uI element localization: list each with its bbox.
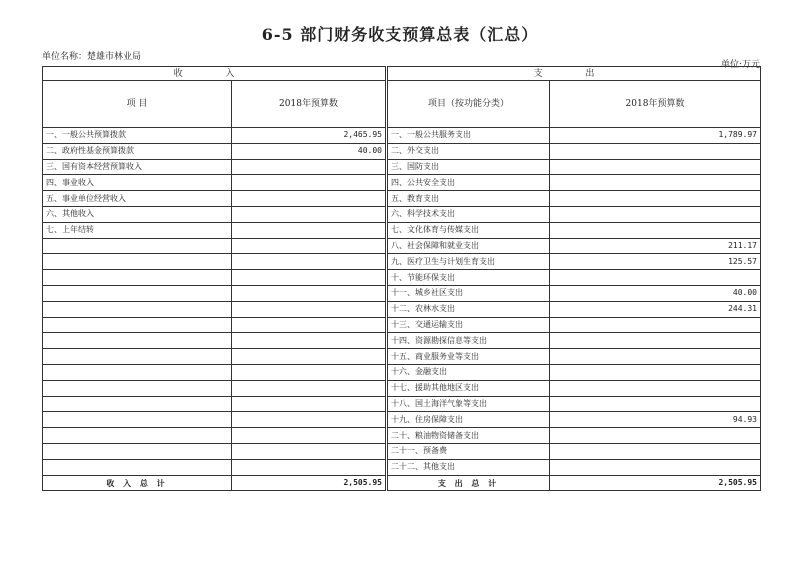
expense-value: 94.93 <box>550 412 761 428</box>
expense-value: 244.31 <box>550 301 761 317</box>
expense-label: 十八、国土海洋气象等支出 <box>387 396 550 412</box>
expense-label: 十六、金融支出 <box>387 364 550 380</box>
expense-label: 四、公共安全支出 <box>387 175 550 191</box>
table-row <box>43 333 761 349</box>
budget-table <box>42 66 761 491</box>
income-label <box>43 270 232 286</box>
expense-label: 二十一、预备费 <box>387 443 550 459</box>
expense-label: 十五、商业服务业等支出 <box>387 349 550 365</box>
income-label: 三、国有资本经营预算收入 <box>43 159 232 175</box>
income-total-label: 收 入 总 计 <box>43 475 232 491</box>
expense-label: 二十、粮油物资储备支出 <box>387 428 550 444</box>
income-value <box>232 191 387 207</box>
expense-label: 五、教育支出 <box>387 191 550 207</box>
expense-value <box>550 459 761 475</box>
expense-value <box>550 333 761 349</box>
expense-total-label: 支 出 总 计 <box>387 475 550 491</box>
income-label <box>43 412 232 428</box>
table-row <box>43 175 761 191</box>
table-row <box>43 317 761 333</box>
table-row <box>43 128 761 144</box>
income-value <box>232 175 387 191</box>
expense-label: 十七、援助其他地区支出 <box>387 380 550 396</box>
expense-value <box>550 317 761 333</box>
expense-label: 八、社会保障和就业支出 <box>387 238 550 254</box>
expense-total-value: 2,505.95 <box>550 475 761 491</box>
income-label: 七、上年结转 <box>43 222 232 238</box>
income-value <box>232 238 387 254</box>
header-item: 项 目 <box>43 81 232 128</box>
column-header-row <box>43 81 761 128</box>
expense-value <box>550 191 761 207</box>
expense-label: 二、外交支出 <box>387 143 550 159</box>
income-value <box>232 333 387 349</box>
table-row <box>43 459 761 475</box>
income-value <box>232 364 387 380</box>
unit-label: 单位:万元 <box>720 60 760 70</box>
totals-row <box>43 475 761 491</box>
expense-value <box>550 206 761 222</box>
table-row <box>43 191 761 207</box>
table-row <box>43 396 761 412</box>
table-row <box>43 254 761 270</box>
table-row <box>43 364 761 380</box>
table-row <box>43 143 761 159</box>
header-budget-left: 2018年预算数 <box>232 81 387 128</box>
income-value <box>232 270 387 286</box>
income-label: 六、其他收入 <box>43 206 232 222</box>
expense-label: 十三、交通运输支出 <box>387 317 550 333</box>
expense-value: 40.00 <box>550 285 761 301</box>
income-label <box>43 459 232 475</box>
expense-label: 十九、住房保障支出 <box>387 412 550 428</box>
expense-label: 一、一般公共服务支出 <box>387 128 550 144</box>
table-row <box>43 238 761 254</box>
expense-value <box>550 428 761 444</box>
expense-value <box>550 443 761 459</box>
expense-value <box>550 396 761 412</box>
income-value: 40.00 <box>232 143 387 159</box>
section-income: 收 入 <box>43 67 387 81</box>
income-label <box>43 380 232 396</box>
income-value <box>232 285 387 301</box>
header-func-item: 项目（按功能分类） <box>387 81 550 128</box>
expense-label: 十二、农林水支出 <box>387 301 550 317</box>
table-row <box>43 222 761 238</box>
income-value <box>232 349 387 365</box>
expense-label: 三、国防支出 <box>387 159 550 175</box>
table-row <box>43 412 761 428</box>
expense-value <box>550 143 761 159</box>
income-label <box>43 317 232 333</box>
income-value <box>232 317 387 333</box>
expense-label: 十、节能环保支出 <box>387 270 550 286</box>
table-row <box>43 301 761 317</box>
page-title: 6-5 部门财务收支预算总表（汇总） <box>261 25 539 44</box>
income-label <box>43 364 232 380</box>
section-expense: 支 出 <box>387 67 761 81</box>
income-label <box>43 396 232 412</box>
income-label <box>43 333 232 349</box>
expense-value <box>550 349 761 365</box>
expense-label: 二十二、其他支出 <box>387 459 550 475</box>
expense-value <box>550 175 761 191</box>
income-value <box>232 301 387 317</box>
income-value <box>232 206 387 222</box>
table-row <box>43 428 761 444</box>
income-label <box>43 443 232 459</box>
expense-value <box>550 270 761 286</box>
income-label: 一、一般公共预算拨款 <box>43 128 232 144</box>
expense-label: 七、文化体育与传媒支出 <box>387 222 550 238</box>
income-value: 2,465.95 <box>232 128 387 144</box>
income-label <box>43 254 232 270</box>
income-value <box>232 380 387 396</box>
income-value <box>232 443 387 459</box>
expense-value: 1,789.97 <box>550 128 761 144</box>
table-row <box>43 206 761 222</box>
expense-value <box>550 380 761 396</box>
income-value <box>232 159 387 175</box>
expense-value: 211.17 <box>550 238 761 254</box>
income-value <box>232 412 387 428</box>
table-row <box>43 349 761 365</box>
table-row <box>43 380 761 396</box>
income-label <box>43 238 232 254</box>
income-label <box>43 301 232 317</box>
table-row <box>43 285 761 301</box>
income-label: 二、政府性基金预算拨款 <box>43 143 232 159</box>
table-row <box>43 270 761 286</box>
expense-label: 九、医疗卫生与计划生育支出 <box>387 254 550 270</box>
unit-name: 单位名称：楚雄市林业局 <box>42 52 142 62</box>
expense-label: 十一、城乡社区支出 <box>387 285 550 301</box>
income-value <box>232 222 387 238</box>
expense-label: 六、科学技术支出 <box>387 206 550 222</box>
income-value <box>232 254 387 270</box>
income-label <box>43 285 232 301</box>
income-label: 四、事业收入 <box>43 175 232 191</box>
header-budget-right: 2018年预算数 <box>550 81 761 128</box>
income-value <box>232 459 387 475</box>
income-label <box>43 349 232 365</box>
income-total-value: 2,505.95 <box>232 475 387 491</box>
expense-value <box>550 364 761 380</box>
income-value <box>232 396 387 412</box>
expense-label: 十四、资源勘探信息等支出 <box>387 333 550 349</box>
expense-value <box>550 159 761 175</box>
income-label: 五、事业单位经营收入 <box>43 191 232 207</box>
table-row <box>43 159 761 175</box>
expense-value <box>550 222 761 238</box>
income-label <box>43 428 232 444</box>
expense-value: 125.57 <box>550 254 761 270</box>
table-row <box>43 443 761 459</box>
income-value <box>232 428 387 444</box>
section-header-row <box>43 67 761 81</box>
